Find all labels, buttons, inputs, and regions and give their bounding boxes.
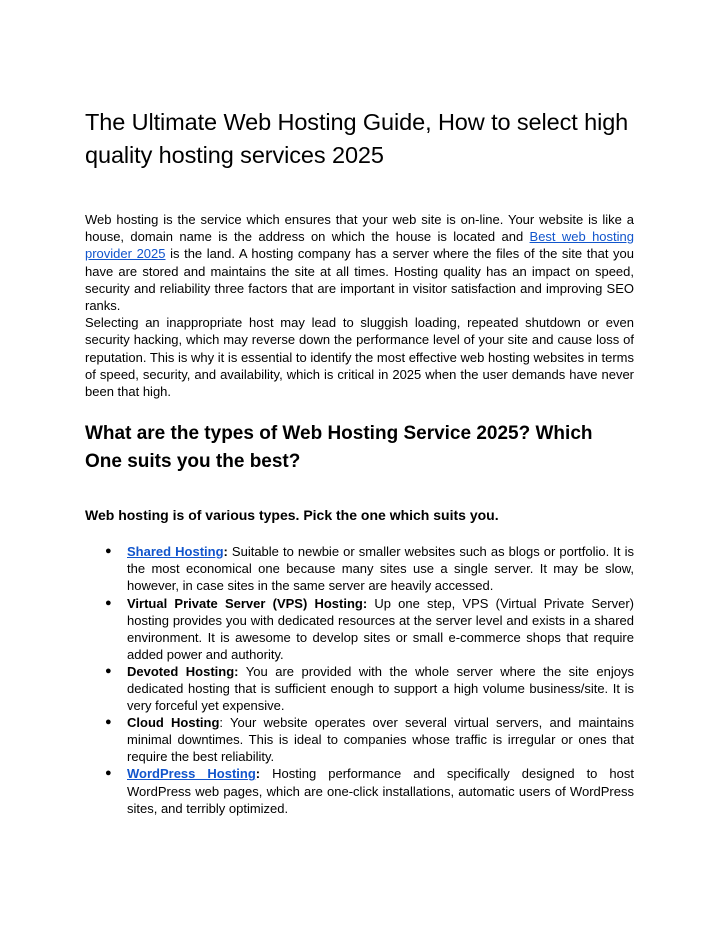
list-item-cloud-hosting — [105, 714, 635, 765]
bullet-icon: ● — [105, 716, 112, 729]
wordpress-hosting-link[interactable]: WordPress Hosting — [127, 766, 256, 782]
wordpress-hosting-description: Hosting performance and specifically designed to host WordPress web pages, which are one-click installations, automatic users of WordPress sites, and terribly optimized. — [127, 766, 634, 816]
document-page — [85, 106, 634, 817]
intro-paragraph-2: Selecting an inappropriate host may lead to sluggish loading, repeated shutdown or even security hacking, which may reverse down the performance level of your site and cause loss of reputation. This is why it is essential to identify the most effective web hosting websites in terms of speed, security, and availability, which is critical in 2025 when the user demands have never been that high. — [85, 315, 634, 400]
bullet-icon: ● — [105, 664, 112, 677]
cloud-hosting-term: Cloud Hosting — [127, 715, 220, 731]
term-separator: : — [223, 544, 228, 560]
list-item-shared-hosting — [105, 543, 634, 594]
devoted-hosting-term: Devoted Hosting: — [127, 663, 239, 679]
devoted-hosting-description: You are provided with the whole server where the site enjoys dedicated hosting that is sufficient enough to support a high volume business/site. It is very forceful yet expensive. — [127, 663, 634, 714]
shared-hosting-description: Suitable to newbie or smaller websites such as blogs or portfolio. It is the most economical one because many sites use a single server. It may be slow, however, in case sites in the same server are heavily accessed. — [127, 544, 634, 594]
list-item-devoted-hosting — [105, 663, 634, 714]
intro-text-start: Web hosting is the service which ensures that your web site is on-line. Your website is like a house, domain name is the address on which the house is located and — [85, 212, 634, 245]
shared-hosting-link[interactable]: Shared Hosting — [127, 544, 224, 560]
intro-paragraph-1 — [85, 211, 634, 314]
intro-section — [85, 211, 634, 400]
hosting-types-list — [85, 543, 634, 817]
document-title: The Ultimate Web Hosting Guide, How to select high quality hosting services 2025 — [85, 109, 629, 168]
vps-hosting-description: Up one step, VPS (Virtual Private Server) hosting provides you with dedicated resources at the server level and exists in a shared environment. It is awesome to develop sites or small e-commerce shops that require added power and authority. — [127, 595, 635, 662]
intro-text-end: is the land. A hosting company has a server where the files of the site that you have are stored and maintains the site at all times. Hosting quality has an impact on speed, security and reliability three factors that are important in visitor satisfaction and improving SEO ranks. — [85, 246, 635, 314]
list-item-wordpress-hosting — [105, 765, 634, 816]
section-heading: What are the types of Web Hosting Service 2025? Which One suits you the best? — [85, 423, 593, 473]
bullet-icon: ● — [105, 545, 112, 558]
list-item-vps-hosting — [105, 595, 635, 663]
subheading: Web hosting is of various types. Pick the one which suits you. — [85, 507, 499, 524]
cloud-hosting-description: : Your website operates over several virtual servers, and maintains minimal downtimes. This is ideal to companies whose traffic is irregular or ones that require the best reliability. — [127, 715, 635, 765]
bullet-icon: ● — [105, 596, 112, 609]
best-hosting-provider-link[interactable]: Best web hosting provider 2025 — [85, 229, 634, 262]
vps-hosting-term: Virtual Private Server (VPS) Hosting: — [127, 595, 368, 611]
bullet-icon: ● — [105, 767, 112, 780]
term-separator: : — [255, 766, 261, 782]
